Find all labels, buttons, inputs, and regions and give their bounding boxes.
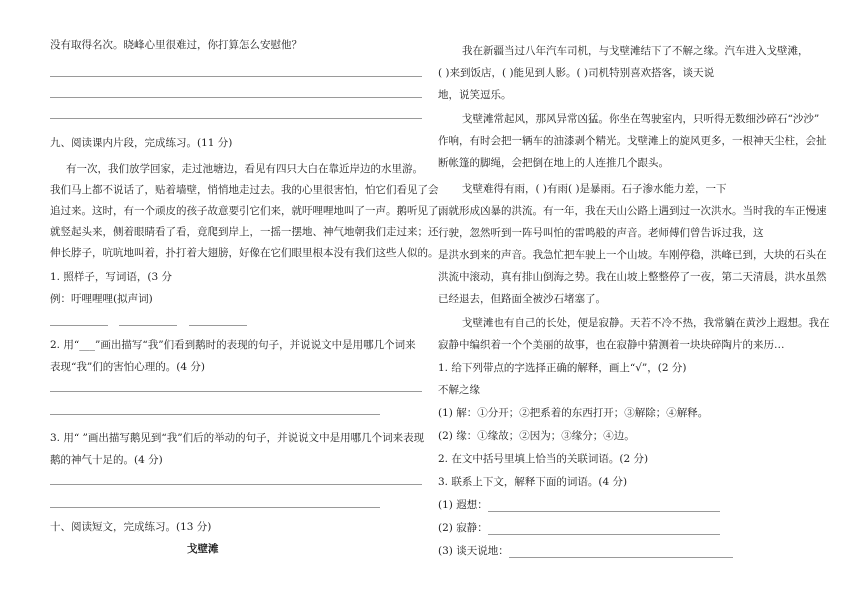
intro-line: 没有取得名次。晓峰心里很难过，你打算怎么安慰他？ [50, 39, 302, 51]
passage-line: 是洪水到来的声音。我急忙把车驶上一个山坡。车刚停稳，洪峰已到，大块的石头在 [438, 249, 827, 261]
question-1: 1. 给下列带点的字选择正确的解释，画上“√”，(2 分) [438, 362, 687, 374]
passage-line: 就竖起头来，侧着眼睛看了看，竟爬到岸上，一摇一摆地、神气地朝我们走过来；还 [50, 226, 439, 238]
passage-line: 追过来。这时，有一个顽皮的孩子故意要引它们来，就吁哩哩地叫了一声。鹅听见了， [50, 205, 449, 217]
answer-line [50, 76, 422, 77]
word-blank [50, 325, 108, 326]
answer-line [50, 97, 422, 98]
passage-line: 我在新疆当过八年汽车司机，与戈壁滩结下了不解之缘。汽车进入戈壁滩， [462, 45, 809, 57]
answer-line [50, 507, 380, 508]
passage-line: 我们马上都不说话了，贴着墙壁，悄悄地走过去。我的心里很害怕，怕它们看见了会 [50, 184, 439, 196]
section-9-title: 九、阅读课内片段，完成练习。(11 分) [50, 137, 233, 149]
passage-line: 戈壁难得有雨，( )有雨( )是暴雨。石子渗水能力差，一下 [462, 183, 727, 195]
passage-line: 寂静中编织着一个个美丽的故事，也在寂静中猜测着一块块碎陶片的来历… [438, 339, 785, 351]
answer-line [50, 391, 422, 392]
passage-line: 已经退去，但路面全被沙石堵塞了。 [438, 293, 606, 305]
passage-line: 作响，有时会把一辆车的油漆剥个精光。戈壁滩上的旋风更多，一根神天尘柱，会扯 [438, 135, 827, 147]
word-label: (1) 遐想： [438, 499, 488, 511]
question-1-word: 不解之缘 [438, 384, 480, 396]
word-label: (3) 谈天说地： [438, 545, 509, 557]
word-blanks [50, 318, 255, 332]
passage-line: 断帐篷的脚绳，会把倒在地上的人连推几个跟头。 [438, 157, 669, 169]
answer-blank [488, 524, 720, 535]
word-blank [119, 325, 177, 326]
answer-line [50, 484, 422, 485]
answer-blank [488, 501, 720, 512]
question-2: 2. 在文中括号里填上恰当的关联词语。(2 分) [438, 453, 649, 465]
word-answer-1 [438, 498, 720, 512]
word-label: (2) 寂静： [438, 522, 488, 534]
passage-line: 地，说笑逗乐。 [438, 89, 512, 101]
question-2-line2: 表现“我”们的害怕心理的。(4 分) [50, 361, 205, 373]
answer-line [50, 118, 422, 119]
word-blank [189, 325, 247, 326]
passage-line: 伸长脖子，吭吭地叫着，扑打着大翅膀，好像在它们眼里根本没有我们这些人似的。 [50, 247, 439, 259]
passage-line: 有一次，我们放学回家，走过池塘边，看见有四只大白在靠近岸边的水里游。 [66, 163, 423, 175]
section-10-title: 十、阅读短文，完成练习。(13 分) [50, 521, 212, 533]
question-3-line1: 3. 用“ ”画出描写鹅见到“我”们后的举动的句子，并说说文中是用哪几个词来表现 [50, 432, 425, 444]
question-2-line1: 2. 用“___”画出描写“我”们看到鹅时的表现的句子，并说说文中是用哪几个词来 [50, 339, 416, 351]
passage-title: 戈壁滩 [187, 543, 219, 555]
answer-line [50, 414, 380, 415]
passage-line: 行驶，忽然听到一阵号叫怕的雷鸣般的声音。老师傅们曾告诉过我，这 [438, 227, 764, 239]
passage-line: ( )来到饭店，( )能见到人影。( )司机特别喜欢搭客，谈天说 [438, 67, 715, 79]
answer-blank [509, 547, 733, 558]
passage-line: 洪流中滚动，真有排山倒海之势。我在山坡上整整停了一夜，第二天清晨，洪水虽然 [438, 271, 827, 283]
word-answer-2 [438, 521, 720, 535]
question-1-option-1: (1) 解：①分开；②把系着的东西打开；③解除；④解释。 [438, 407, 709, 419]
question-1: 1. 照样子，写词语，(3 分 [50, 271, 172, 283]
question-3-line2: 鹅的神气十足的。(4 分) [50, 454, 163, 466]
question-3: 3. 联系上下文，解释下面的词语。(4 分) [438, 476, 628, 488]
word-answer-3 [438, 544, 733, 558]
passage-line: 戈壁滩常起风，那风异常凶猛。你坐在驾驶室内，只听得无数细沙碎石“沙沙” [462, 113, 820, 125]
passage-line: 雨就形成凶暴的洪流。有一年，我在天山公路上遇到过一次洪水。当时我的车正慢速 [438, 205, 827, 217]
question-1-option-2: (2) 缘：①缘故；②因为；③缘分；④边。 [438, 430, 635, 442]
question-1-example: 例：吁哩哩哩(拟声词) [50, 293, 153, 305]
passage-line: 戈壁滩也有自己的长处，便是寂静。天若不冷不热，我常躺在黄沙上遐想。我在 [462, 317, 830, 329]
